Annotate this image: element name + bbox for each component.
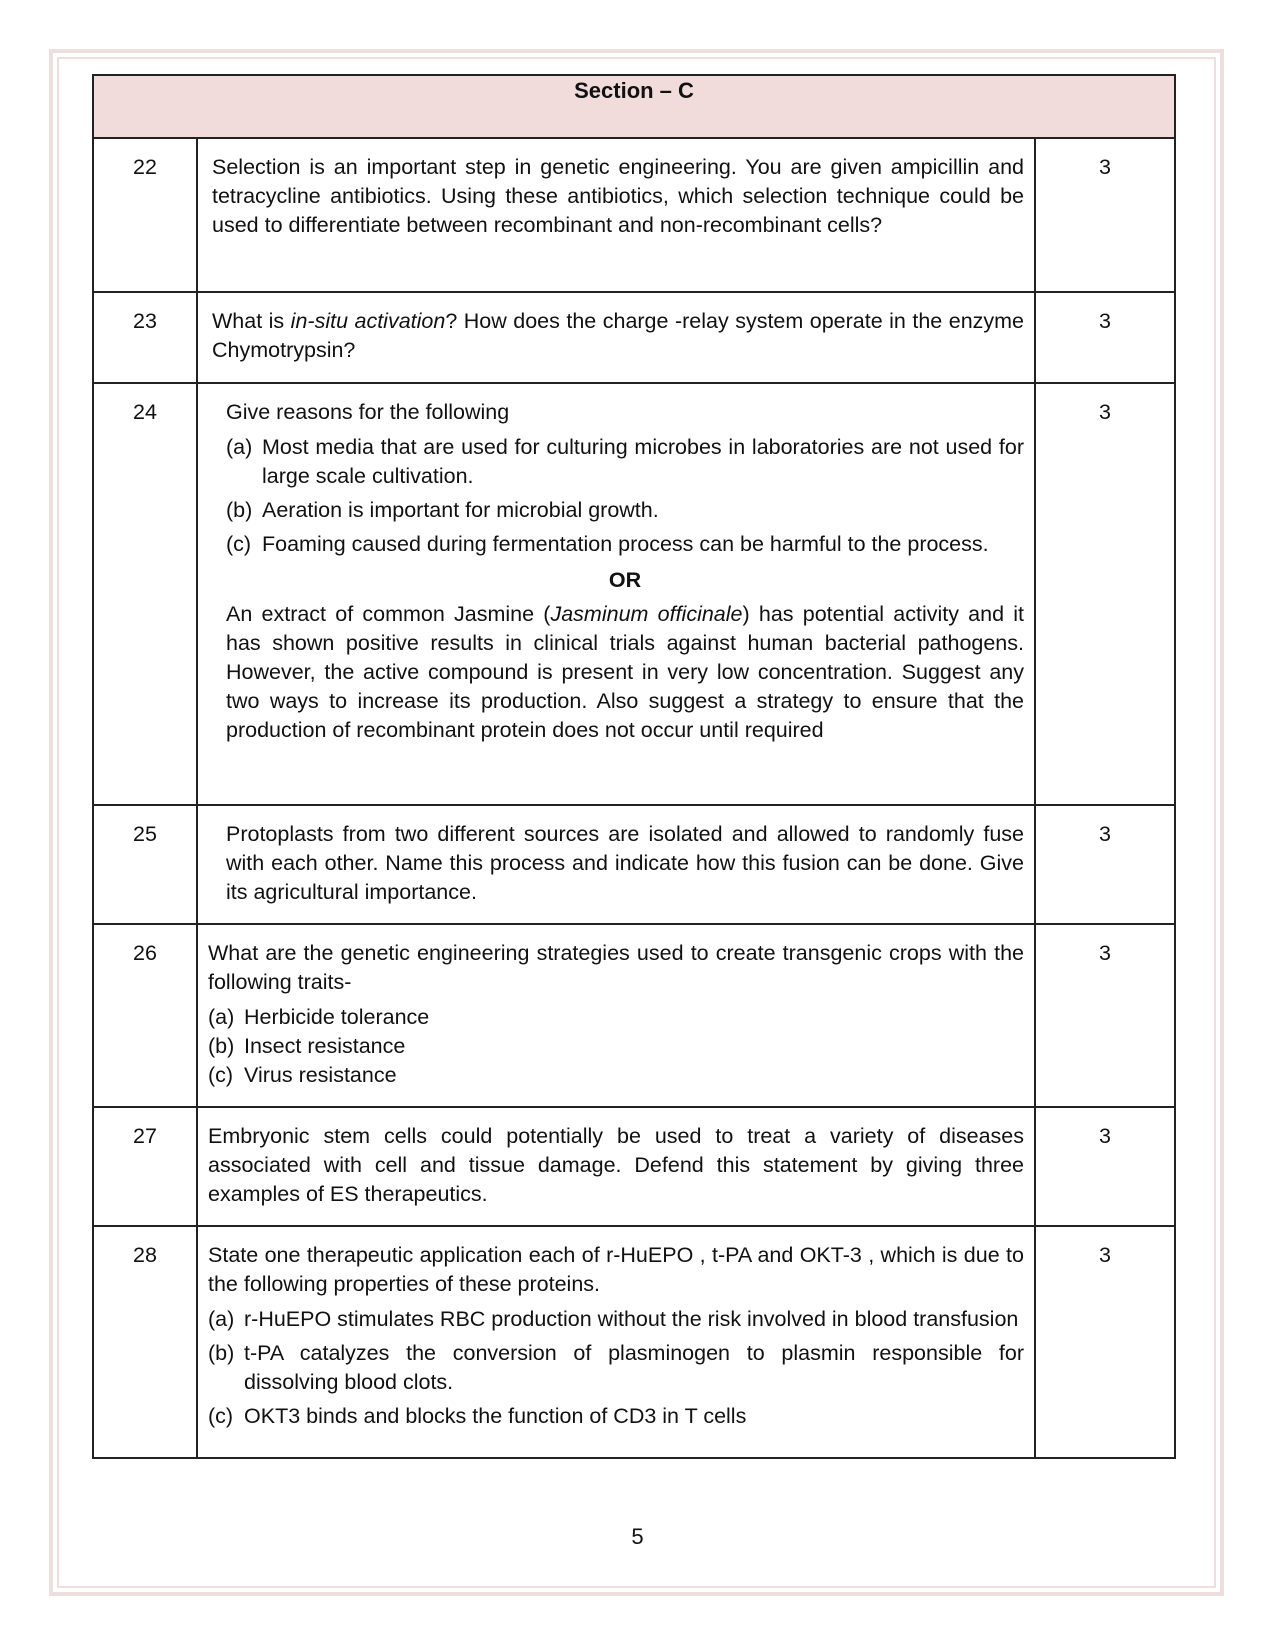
sub-item-text: OKT3 binds and blocks the function of CD3 in T cells: [244, 1404, 747, 1428]
question-number: 22: [93, 138, 197, 292]
sub-item-label: (c): [226, 532, 252, 556]
question-text: [197, 924, 1035, 1107]
sub-item-label: (c): [208, 1404, 234, 1428]
question-table: [92, 74, 1176, 1459]
sub-item-text: Aeration is important for microbial growth.: [262, 498, 659, 522]
question-lead: What are the genetic engineering strategies used to create transgenic crops with the following traits-: [208, 941, 1024, 994]
sub-item-text: Insect resistance: [244, 1034, 406, 1058]
sub-item-label: (b): [226, 498, 253, 522]
sub-item-label: (a): [208, 1307, 235, 1331]
question-marks: 3: [1035, 1226, 1175, 1458]
section-header-row: [93, 75, 1175, 138]
question-body: [212, 307, 1024, 365]
question-marks: 3: [1035, 924, 1175, 1107]
question-text: [197, 138, 1035, 292]
question-number: 26: [93, 924, 197, 1107]
question-row-22: [93, 138, 1175, 292]
text-part: ? How does the charge -relay system operate in the enzyme Chymotrypsin?: [212, 309, 1025, 362]
question-number: 27: [93, 1107, 197, 1226]
sub-item-text: Most media that are used for culturing microbes in laboratories are not used for large scale cultivation.: [262, 435, 1024, 488]
page-number: 5: [631, 1524, 644, 1549]
question-body: Protoplasts from two different sources are isolated and allowed to randomly fuse with each other. Name this process and indicate how this fusion can be done. Give its agricultural importance.: [226, 822, 1024, 904]
italic-term: Jasminum officinale: [550, 602, 743, 626]
question-text: [197, 805, 1035, 924]
question-number: 24: [93, 383, 197, 805]
sub-item-text: t-PA catalyzes the conversion of plasminogen to plasmin responsible for dissolving blood clots.: [244, 1341, 1024, 1394]
sub-item-label: (b): [208, 1341, 235, 1365]
question-body: Selection is an important step in genetic engineering. You are given ampicillin and tetracycline antibiotics. Using these antibiotics, which selection technique could be used to differentiate between recombinant and non-recombinant cells?: [212, 155, 1024, 237]
sub-item: [226, 496, 1024, 525]
text-part: What is: [212, 309, 291, 333]
question-text: [197, 292, 1035, 383]
question-text: [197, 1107, 1035, 1226]
sub-item: [208, 1061, 1024, 1090]
question-row-23: [93, 292, 1175, 383]
italic-term: in-situ activation: [290, 309, 446, 333]
question-row-27: [93, 1107, 1175, 1226]
sub-item-label: (a): [208, 1005, 235, 1029]
question-marks: 3: [1035, 292, 1175, 383]
section-title: Section – C: [93, 75, 1175, 138]
sub-item: [226, 530, 1024, 559]
sub-item: [208, 1339, 1024, 1397]
question-lead: Give reasons for the following: [226, 400, 510, 424]
question-text: [197, 1226, 1035, 1458]
question-marks: 3: [1035, 138, 1175, 292]
sub-item-text: Herbicide tolerance: [244, 1005, 430, 1029]
question-marks: 3: [1035, 383, 1175, 805]
sub-item: [208, 1003, 1024, 1032]
sub-item: [208, 1032, 1024, 1061]
question-text: [197, 383, 1035, 805]
question-marks: 3: [1035, 1107, 1175, 1226]
question-number: 28: [93, 1226, 197, 1458]
text-part: An extract of common Jasmine (: [226, 602, 551, 626]
sub-item-label: (a): [226, 435, 253, 459]
question-number: 23: [93, 292, 197, 383]
sub-item: [208, 1305, 1024, 1334]
question-row-25: [93, 805, 1175, 924]
question-number: 25: [93, 805, 197, 924]
text-part: ) has potential activity and it has shown positive results in clinical trials against human bacterial pathogens. However, the active compound is present in very low concentration. Suggest any two ways to increase its production. Also suggest a strategy to ensure that the production of recombinant protein does not occur until required: [226, 602, 1025, 742]
sub-item-text: Virus resistance: [244, 1063, 397, 1087]
alternative-question: [226, 600, 1024, 745]
question-row-26: [93, 924, 1175, 1107]
or-divider: OR: [608, 568, 642, 592]
sub-item-label: (b): [208, 1034, 235, 1058]
sub-item: [208, 1402, 1024, 1431]
sub-item-label: (c): [208, 1063, 234, 1087]
sub-item-text: r-HuEPO stimulates RBC production without the risk involved in blood transfusion: [244, 1307, 1019, 1331]
sub-item: [226, 433, 1024, 491]
question-marks: 3: [1035, 805, 1175, 924]
question-row-28: [93, 1226, 1175, 1458]
question-body: Embryonic stem cells could potentially be used to treat a variety of diseases associated with cell and tissue damage. Defend this statement by giving three examples of ES therapeutics.: [208, 1124, 1024, 1206]
sub-item-text: Foaming caused during fermentation process can be harmful to the process.: [262, 532, 989, 556]
question-row-24: [93, 383, 1175, 805]
question-lead: State one therapeutic application each of r-HuEPO , t-PA and OKT-3 , which is due to the following properties of these proteins.: [208, 1243, 1024, 1296]
